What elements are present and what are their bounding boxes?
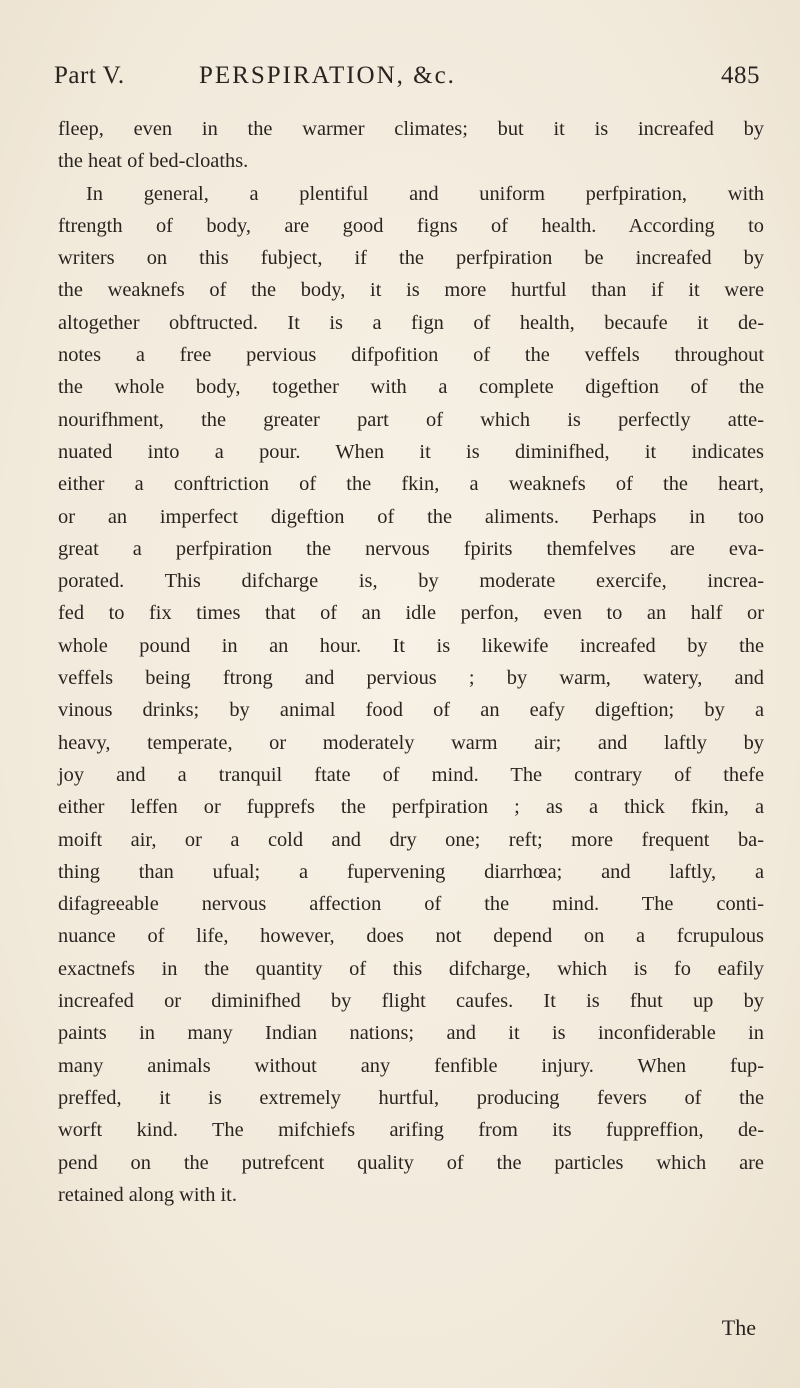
text-line: altogether obftructed. It is a fign of health, becaufe it de- [58, 311, 764, 334]
paragraph-start-line: In general, a plentiful and uniform perfpiration, with [86, 182, 764, 205]
text-line: exactnefs in the quantity of this difcharge, which is fo eafily [58, 957, 764, 980]
running-head [54, 62, 760, 102]
text-line: worft kind. The mifchiefs arifing from its fuppreffion, de- [58, 1119, 764, 1142]
body-text [58, 113, 764, 1211]
text-line: veffels being ftrong and pervious ; by warm, watery, and [58, 667, 764, 690]
text-line: preffed, it is extremely hurtful, producing fevers of the [58, 1086, 764, 1109]
text-line: heavy, temperate, or moderately warm air; and laftly by [58, 731, 764, 754]
chapter-title: PERSPIRATION, &c. [199, 62, 456, 89]
text-line: or an imperfect digeftion of the aliments. Perhaps in too [58, 505, 764, 528]
text-line: fed to fix times that of an idle perfon, even to an half or [58, 602, 764, 625]
text-line: great a perfpiration the nervous fpirits themfelves are eva- [58, 537, 764, 560]
text-line: porated. This difcharge is, by moderate exercife, increa- [58, 570, 764, 593]
text-line: the weaknefs of the body, it is more hurtful than if it were [58, 279, 764, 302]
text-line: moift air, or a cold and dry one; reft; more frequent ba- [58, 828, 764, 851]
text-line: nourifhment, the greater part of which is perfectly atte- [58, 408, 764, 431]
text-line: ftrength of body, are good figns of health. According to [58, 214, 764, 237]
catchword: The [721, 1315, 756, 1340]
text-line: either a conftriction of the fkin, a weaknefs of the heart, [58, 473, 764, 496]
text-line: pend on the putrefcent quality of the particles which are [58, 1151, 764, 1174]
text-line: the whole body, together with a complete digeftion of the [58, 376, 764, 399]
text-line: nuated into a pour. When it is diminifhed, it indicates [58, 440, 764, 463]
text-line: retained along with it. [58, 1183, 237, 1206]
text-line: nuance of life, however, does not depend on a fcrupulous [58, 925, 764, 948]
text-line: increafed or diminifhed by flight caufes. It is fhut up by [58, 990, 764, 1013]
text-line: joy and a tranquil ftate of mind. The contrary of thefe [58, 763, 764, 786]
text-line: fleep, even in the warmer climates; but it is increafed by [58, 118, 764, 140]
text-line: many animals without any fenfible injury. When fup- [58, 1054, 764, 1077]
text-line: notes a free pervious difpofition of the veffels throughout [58, 344, 764, 367]
text-line: writers on this fubject, if the perfpiration be increafed by [58, 247, 764, 270]
page-number: 485 [721, 62, 760, 89]
text-line: whole pound in an hour. It is likewife increafed by the [58, 634, 764, 657]
text-line: paints in many Indian nations; and it is inconfiderable in [58, 1022, 764, 1045]
text-line: thing than ufual; a fupervening diarrhœa; and laftly, a [58, 860, 764, 883]
text-line: difagreeable nervous affection of the mind. The conti- [58, 893, 764, 916]
text-line: either leffen or fupprefs the perfpiration ; as a thick fkin, a [58, 796, 764, 819]
text-line: the heat of bed-cloaths. [58, 150, 249, 173]
part-label: Part V. [54, 62, 125, 89]
text-line: vinous drinks; by animal food of an eafy digeftion; by a [58, 699, 764, 722]
